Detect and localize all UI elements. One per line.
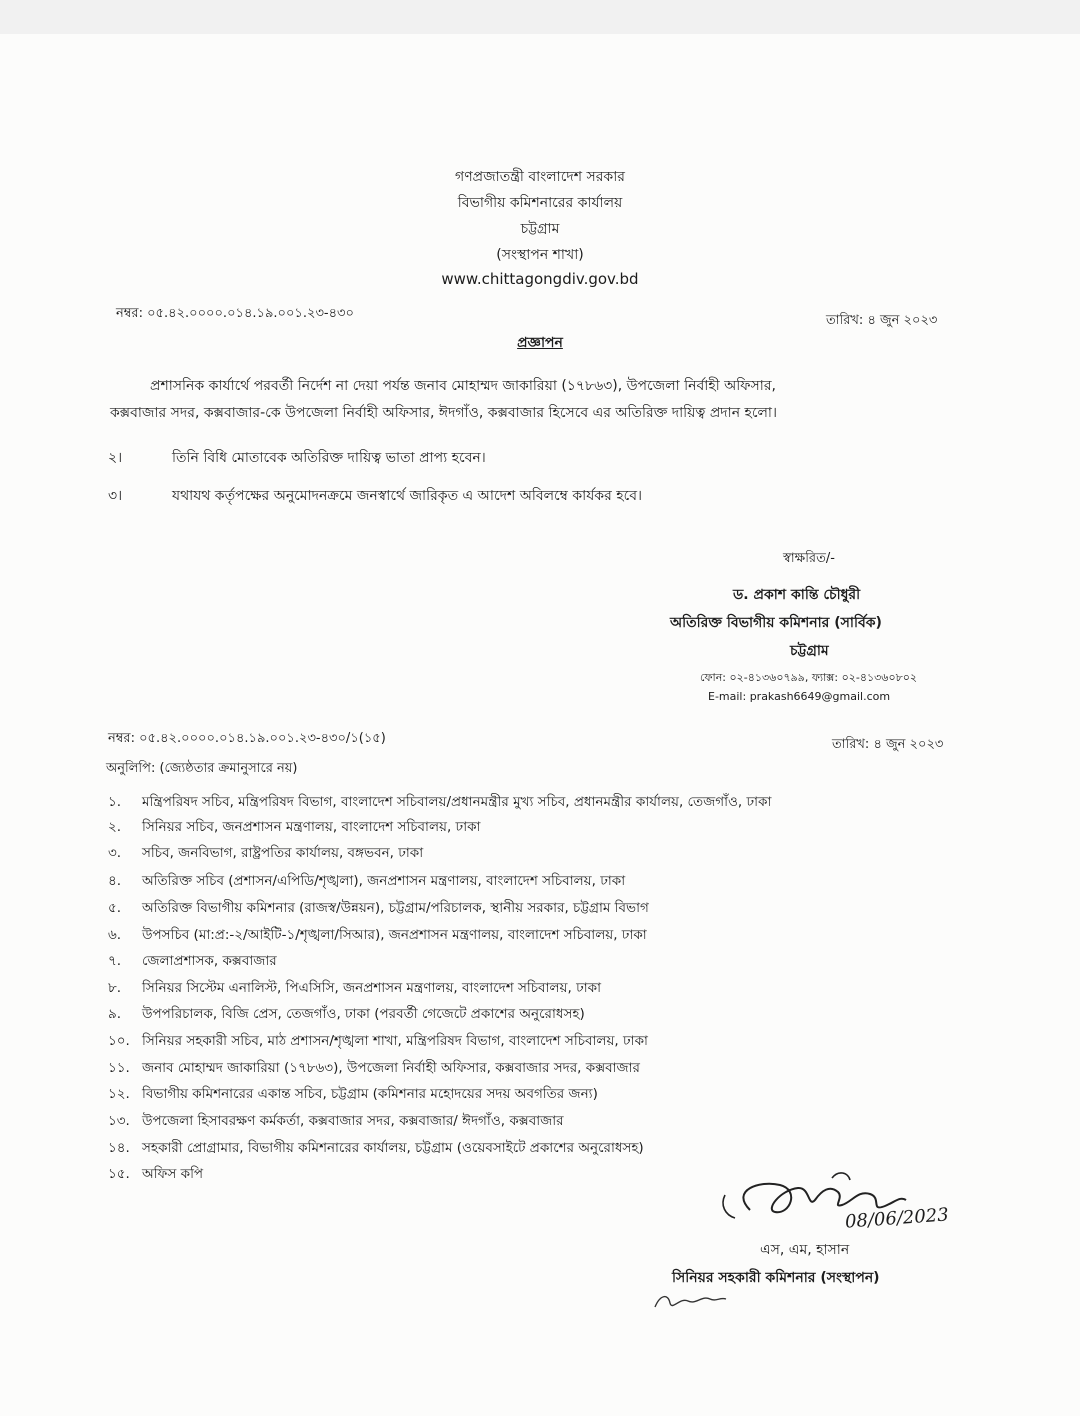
point-3-text: যথাযথ কর্তৃপক্ষের অনুমোদনক্রমে জনস্বার্থে জারিকৃত এ আদেশ অবিলম্বে কার্যকর হবে।	[172, 488, 643, 504]
paragraph-1-line-2: কক্সবাজার সদর, কক্সবাজার-কে উপজেলা নির্বাহী অফিসার, ঈদগাঁও, কক্সবাজার হিসেবে এর অতিরিক্ত দায়িত্ব প্রদান হলো।	[110, 405, 777, 421]
handwritten-sign-date: 08/06/2023	[844, 1204, 950, 1233]
list-item-number: ১১.	[108, 1060, 130, 1076]
list-item-text: সচিব, জনবিভাগ, রাষ্ট্রপতির কার্যালয়, বঙ্গভবন, ঢাকা	[142, 845, 424, 861]
list-item	[108, 1083, 598, 1106]
list-item	[108, 897, 649, 920]
list-item	[108, 870, 625, 893]
point-2-text: তিনি বিধি মোতাবেক অতিরিক্ত দায়িত্ব ভাতা প্রাপ্য হবেন।	[172, 450, 486, 466]
list-item-number: ১.	[108, 794, 122, 810]
list-item-text: জনাব মোহাম্মদ জাকারিয়া (১৭৮৬৩), উপজেলা নির্বাহী অফিসার, কক্সবাজার সদর, কক্সবাজার	[142, 1060, 640, 1076]
list-item-text: সহকারী প্রোগ্রামার, বিভাগীয় কমিশনারের কার্যালয়, চট্টগ্রাম (ওয়েবসাইটে প্রকাশের অনুরোধসহ)	[142, 1140, 644, 1156]
list-item	[108, 1003, 585, 1026]
list-item-text: অফিস কপি	[142, 1166, 204, 1182]
signatory-phone: ফোন: ০২-৪১৩৬০৭৯৯, ফ্যাক্স: ০২-৪১৩৬০৮০২	[700, 671, 918, 684]
list-item-text: অতিরিক্ত বিভাগীয় কমিশনার (রাজস্ব/উন্নয়ন), চট্টগ্রাম/পরিচালক, স্থানীয় সরকার, চট্টগ্রাম বিভাগ	[142, 900, 649, 916]
list-item	[108, 842, 423, 865]
list-item-text: উপপরিচালক, বিজি প্রেস, তেজগাঁও, ঢাকা (পরবর্তী গেজেটে প্রকাশের অনুরোধসহ)	[142, 1006, 585, 1022]
office-website[interactable]: www.chittagongdiv.gov.bd	[441, 270, 639, 288]
list-item-number: ৩.	[108, 845, 122, 861]
initials-scribble	[650, 1285, 730, 1315]
list-item	[108, 1163, 203, 1186]
footer-signatory-designation: সিনিয়র সহকারী কমিশনার (সংস্থাপন)	[672, 1270, 880, 1286]
signatory-designation: অতিরিক্ত বিভাগীয় কমিশনার (সার্বিক)	[670, 615, 882, 631]
office-city: চট্টগ্রাম	[520, 221, 560, 237]
signatory-email: E-mail: prakash6649@gmail.com	[708, 690, 891, 703]
list-item	[108, 1137, 644, 1160]
list-item-text: উপজেলা হিসাবরক্ষণ কর্মকর্তা, কক্সবাজার সদর, কক্সবাজার/ ঈদগাঁও, কক্সবাজার	[142, 1113, 564, 1129]
list-item-number: ২.	[108, 819, 122, 835]
list-item	[108, 791, 771, 814]
list-item	[108, 816, 480, 839]
list-item-text: জেলাপ্রশাসক, কক্সবাজার	[142, 953, 277, 969]
copy-memo-number: নম্বর: ০৫.৪২.০০০০.০১৪.১৯.০০১.২৩-৪৩০/১(১৫)	[108, 731, 386, 746]
list-item-number: ১৫.	[108, 1166, 130, 1182]
list-item-number: ৯.	[108, 1006, 122, 1022]
list-item-number: ১২.	[108, 1086, 130, 1102]
point-2-number: ২।	[108, 450, 123, 466]
notice-title: প্রজ্ঞাপন	[517, 335, 563, 351]
list-item-text: বিভাগীয় কমিশনারের একান্ত সচিব, চট্টগ্রাম (কমিশনার মহোদয়ের সদয় অবগতির জন্য)	[142, 1086, 598, 1102]
paragraph-1-line-1: প্রশাসনিক কার্যার্থে পরবর্তী নির্দেশ না দেয়া পর্যন্ত জনাব মোহাম্মদ জাকারিয়া (১৭৮৬৩), উপজেলা নির্বাহী অফিসার,	[150, 378, 776, 394]
list-item-text: সিনিয়র সিস্টেম এনালিস্ট, পিএসিসি, জনপ্রশাসন মন্ত্রণালয়, বাংলাদেশ সচিবালয়, ঢাকা	[142, 980, 601, 996]
list-item	[108, 1030, 648, 1053]
list-item-number: ৫.	[108, 900, 122, 916]
list-item-number: ১৩.	[108, 1113, 130, 1129]
memo-date: তারিখ: ৪ জুন ২০২৩	[826, 313, 938, 328]
list-item-number: ৭.	[108, 953, 122, 969]
list-item-text: উপসচিব (মা:প্র:-২/আইটি-১/শৃঙ্খলা/সিআর), জনপ্রশাসন মন্ত্রণালয়, বাংলাদেশ সচিবালয়, ঢাকা	[142, 927, 647, 943]
list-item	[108, 1057, 640, 1080]
list-item	[108, 1110, 564, 1133]
list-item-number: ১৪.	[108, 1140, 130, 1156]
list-item	[108, 950, 277, 973]
govt-name: গণপ্রজাতন্ত্রী বাংলাদেশ সরকার	[455, 169, 625, 185]
list-item-number: ৪.	[108, 873, 122, 889]
signatory-name: ড. প্রকাশ কান্তি চৌধুরী	[733, 587, 861, 603]
list-item-text: অতিরিক্ত সচিব (প্রশাসন/এপিডি/শৃঙ্খলা), জনপ্রশাসন মন্ত্রণালয়, বাংলাদেশ সচিবালয়, ঢাকা	[142, 873, 626, 889]
list-item-number: ৬.	[108, 927, 122, 943]
list-item	[108, 924, 647, 947]
copy-memo-date: তারিখ: ৪ জুন ২০২৩	[832, 737, 944, 752]
office-branch: (সংস্থাপন শাখা)	[496, 247, 584, 263]
signed-mark: স্বাক্ষরিত/-	[783, 551, 835, 566]
list-item-text: সিনিয়র সহকারী সচিব, মাঠ প্রশাসন/শৃঙ্খলা শাখা, মন্ত্রিপরিষদ বিভাগ, বাংলাদেশ সচিবালয়, ঢাকা	[142, 1033, 648, 1049]
list-item-text: মন্ত্রিপরিষদ সচিব, মন্ত্রিপরিষদ বিভাগ, বাংলাদেশ সচিবালয়/প্রধানমন্ত্রীর মুখ্য সচিব, প্রধানমন্ত্রীর কার্যালয়, তেজগাঁও, ঢাকা	[142, 794, 772, 810]
footer-signatory-name: এস, এম, হাসান	[760, 1242, 850, 1258]
list-item-text: সিনিয়র সচিব, জনপ্রশাসন মন্ত্রণালয়, বাংলাদেশ সচিবালয়, ঢাকা	[142, 819, 481, 835]
list-item	[108, 977, 601, 1000]
screen-top-bar	[0, 0, 1080, 34]
copy-heading: অনুলিপি: (জ্যেষ্ঠতার ক্রমানুসারে নয়)	[106, 761, 298, 776]
memo-number: নম্বর: ০৫.৪২.০০০০.০১৪.১৯.০০১.২৩-৪৩০	[116, 306, 354, 321]
point-3-number: ৩।	[108, 488, 123, 504]
list-item-number: ৮.	[108, 980, 122, 996]
signatory-location: চট্টগ্রাম	[790, 643, 829, 659]
office-name: বিভাগীয় কমিশনারের কার্যালয়	[457, 195, 623, 211]
list-item-number: ১০.	[108, 1033, 130, 1049]
